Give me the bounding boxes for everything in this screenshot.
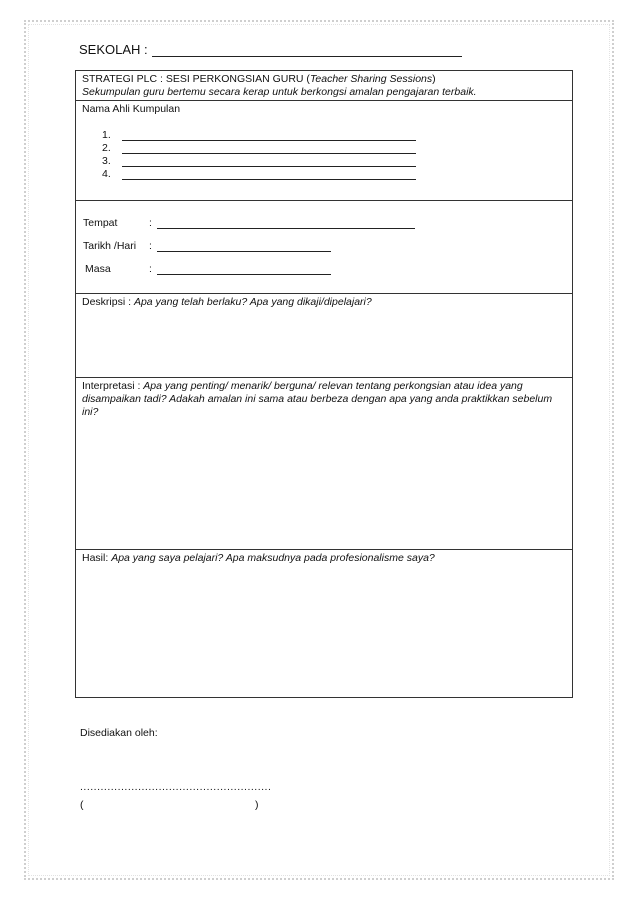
description-prompt [82,296,566,309]
school-input-line[interactable] [152,43,462,57]
name-paren-open: ( [80,799,84,811]
form-title-prefix: STRATEGI PLC : SESI PERKONGSIAN GURU ( [82,73,310,85]
description-label: Deskripsi : [82,296,134,308]
member-input-line[interactable] [122,169,416,180]
member-entry [102,154,566,167]
form-title-suffix: ) [432,73,436,85]
member-input-line[interactable] [122,143,416,154]
members-label: Nama Ahli Kumpulan [82,103,181,115]
result-row[interactable] [76,550,572,697]
member-number: 1. [102,129,111,141]
result-question: Apa yang saya pelajari? Apa maksudnya pada profesionalisme saya? [111,552,435,564]
form-title-description: Sekumpulan guru bertemu secara kerap untuk berkongsi amalan pengajaran terbaik. [82,86,477,98]
time-input-line[interactable] [157,264,331,275]
member-number: 2. [102,142,111,154]
member-input-line[interactable] [122,130,416,141]
member-entry [102,141,566,154]
result-prompt [82,552,566,565]
members-row [76,101,572,201]
form-title-italic: Teacher Sharing Sessions [309,73,433,85]
place-field [83,217,415,229]
result-label: Hasil: [82,552,112,564]
session-info-row [76,201,572,294]
time-field [85,263,331,275]
signature-line[interactable]: ........................................................ [80,781,272,793]
prepared-by-label: Disediakan oleh: [80,727,158,739]
form-title [82,73,566,86]
interpretation-label: Interpretasi : [82,380,144,392]
school-label: SEKOLAH : [79,42,148,57]
place-input-line[interactable] [157,218,415,229]
member-entry [102,167,566,180]
member-number: 3. [102,155,111,167]
date-colon: : [149,240,152,252]
date-field [83,240,331,252]
name-paren-close: ) [255,799,259,811]
school-field [79,42,462,57]
description-question: Apa yang telah berlaku? Apa yang dikaji/dipelajari? [133,296,372,308]
place-label: Tempat [83,217,118,229]
time-label: Masa [85,263,111,275]
interpretation-row[interactable] [76,378,572,550]
members-list [102,128,566,180]
member-entry [102,128,566,141]
date-input-line[interactable] [157,241,331,252]
member-number: 4. [102,168,111,180]
interpretation-prompt [82,380,566,419]
time-colon: : [149,263,152,275]
member-input-line[interactable] [122,156,416,167]
interpretation-question: Apa yang penting/ menarik/ berguna/ relevan tentang perkongsian atau idea yang disampaikan tadi? Adakah amalan ini sama atau berbeza dengan apa yang anda praktikkan sebelum ini? [82,380,553,418]
date-label: Tarikh /Hari [83,240,137,252]
description-row[interactable] [76,294,572,378]
plc-form-table [75,70,573,698]
place-colon: : [149,217,152,229]
form-title-row [76,71,572,101]
